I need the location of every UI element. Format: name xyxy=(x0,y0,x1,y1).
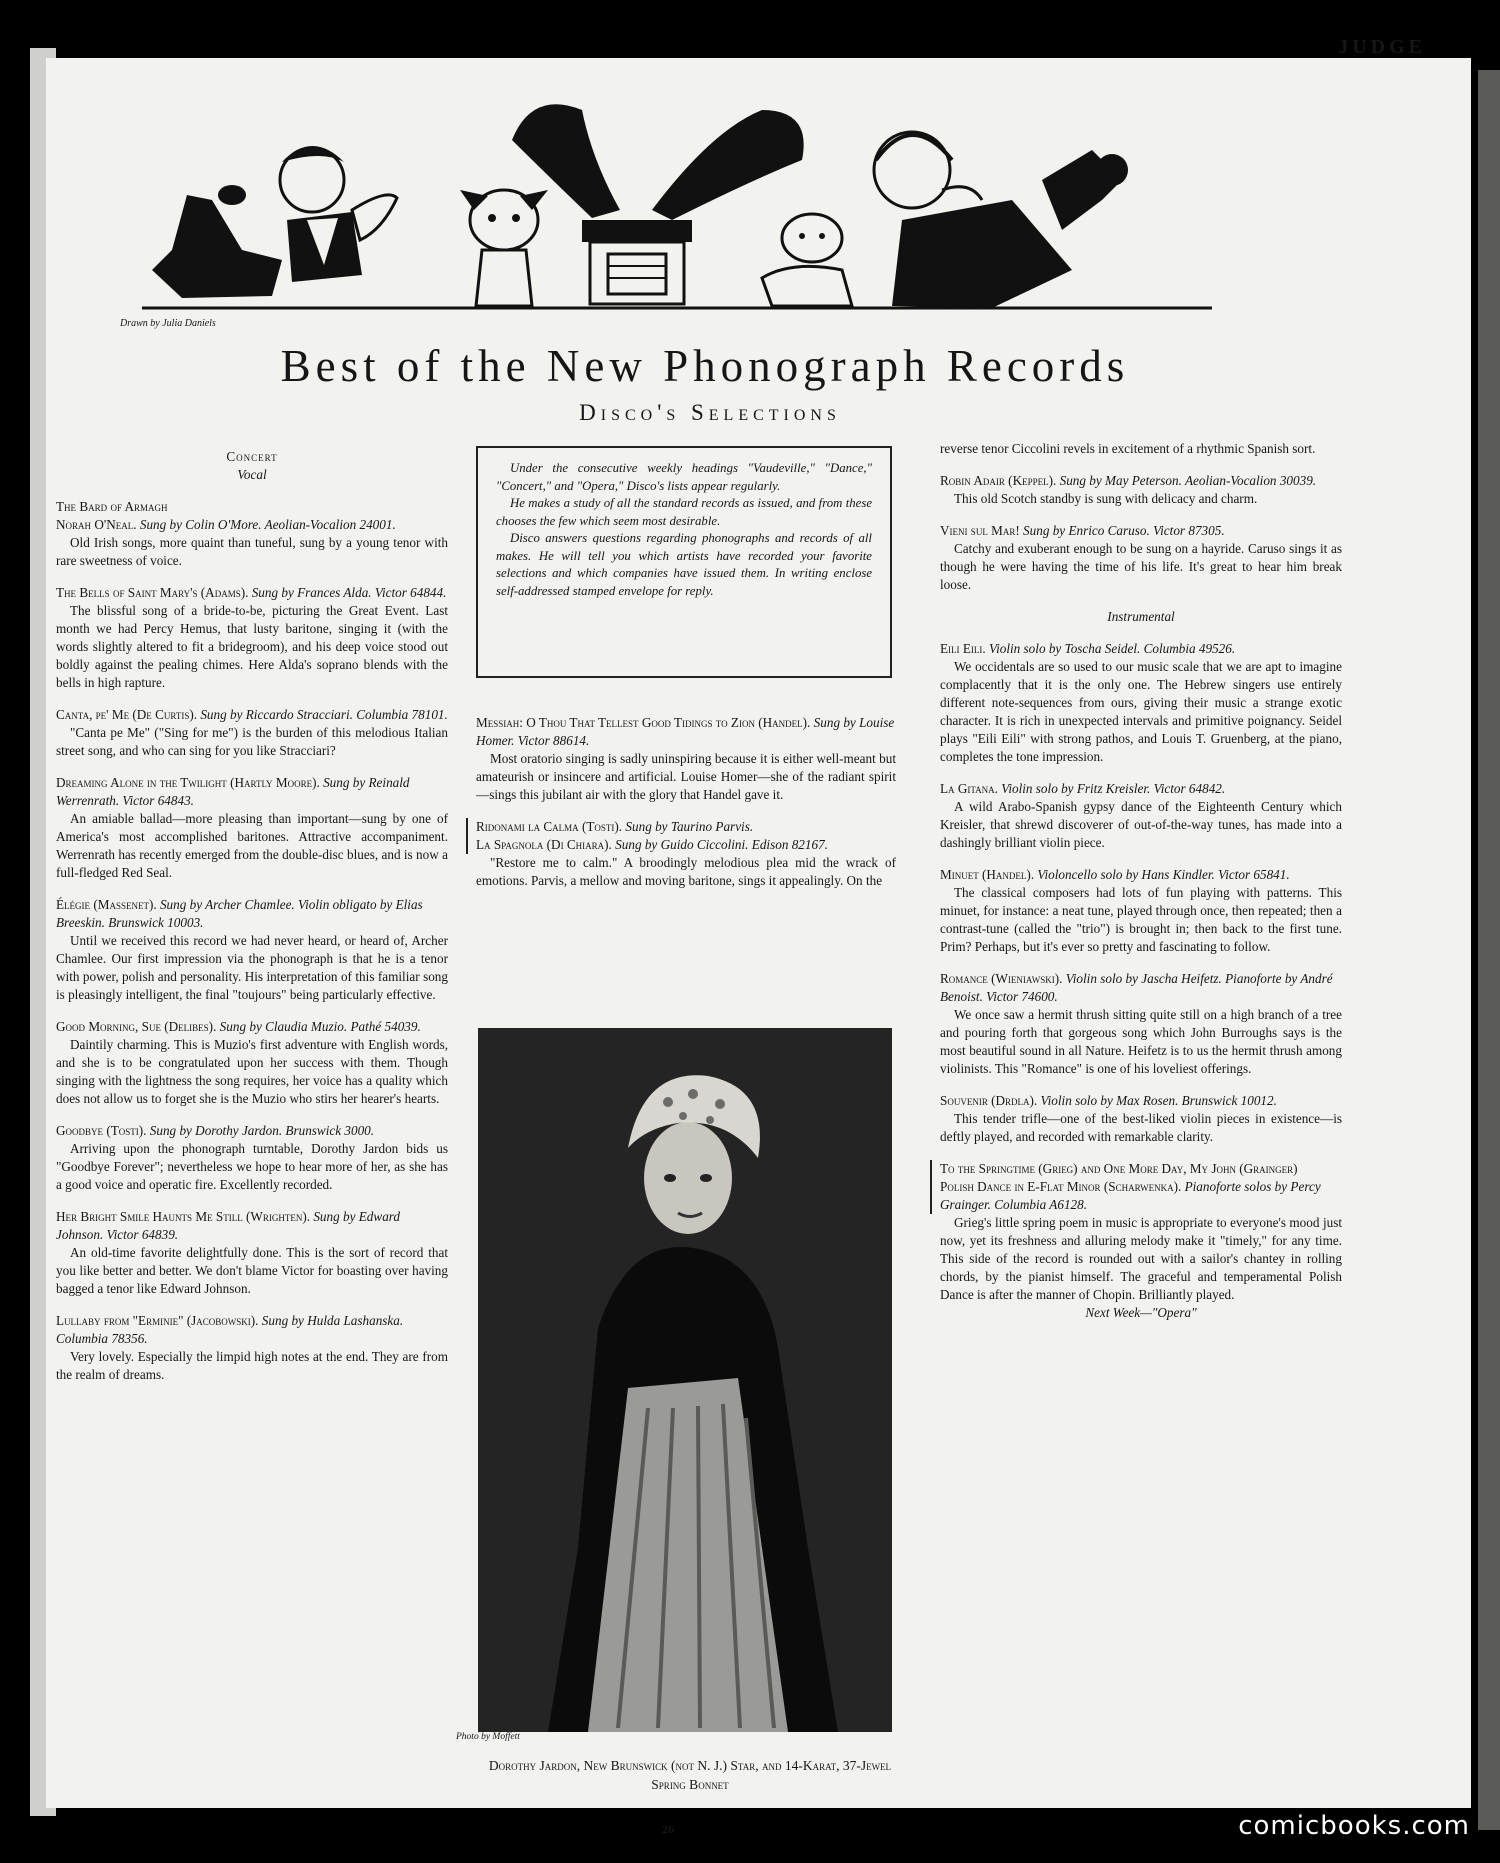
record-credit: Sung by Enrico Caruso. Victor 87305. xyxy=(1019,523,1225,538)
record-review: Old Irish songs, more quaint than tuneful, sung by a young tenor with rare sweetness of voice. xyxy=(56,535,448,568)
record-credit: Sung by Frances Alda. Victor 64844. xyxy=(248,585,447,600)
record-title: La Spagnola (Di Chiara). xyxy=(476,837,612,852)
record-credit: Sung by Archer Chamlee. Violin obligato by Elias Breeskin. Brunswick 10003. xyxy=(56,897,423,930)
record-entry xyxy=(940,866,1342,956)
record-review: "Canta pe Me" ("Sing for me") is the burden of this melodious Italian street song, and who can sing for you like Stracciari? xyxy=(56,725,448,758)
record-entry xyxy=(56,1018,448,1108)
record-entry xyxy=(56,706,448,760)
photo-credit: Photo by Moffett xyxy=(456,1732,520,1742)
record-list-instrumental xyxy=(940,640,1342,1146)
boy-figure xyxy=(152,146,397,298)
record-review: We occidentals are so used to our music scale that we are apt to imagine complacently that it is the only one. The Hebrew singers use entirely different note-sequences from ours, giving their music a strange exotic character. It is rich in unexpected intervals and primitive poignancy. Seidel plays "Eili Eili" with strong pathos, and Louis T. Gruenberg, at the piano, completes the tone impression. xyxy=(940,659,1342,764)
record-credit: Violin solo by Fritz Kreisler. Victor 64842. xyxy=(997,781,1226,796)
record-title: Polish Dance in E-Flat Minor (Scharwenka). xyxy=(940,1179,1182,1194)
record-pair-entry xyxy=(466,818,896,854)
record-entry xyxy=(56,1122,448,1194)
illustration-credit: Drawn by Julia Daniels xyxy=(120,318,216,329)
record-review: Catchy and exuberant enough to be sung on a hayride. Caruso sings it as though he were having the time of his life. It's great to hear him break loose. xyxy=(940,541,1342,592)
record-review: We once saw a hermit thrush sitting quite still on a high branch of a tree and pouring forth that gorgeous song which John Burroughs says is the most beautiful sound in all Nature. Heifetz is to us the hermit thrush among violinists. This "Romance" is one of his loveliest offerings. xyxy=(940,1007,1342,1076)
record-title: Minuet (Handel). xyxy=(940,867,1035,882)
notice-paragraph: Under the consecutive weekly headings "Vaudeville," "Dance," "Concert," and "Opera," Disco's lists appear regularly. xyxy=(496,461,872,493)
record-pair-entry xyxy=(930,1160,1342,1214)
page-title: Best of the New Phonograph Records xyxy=(280,341,1130,391)
record-credit: Sung by Riccardo Stracciari. Columbia 78101. xyxy=(197,707,448,722)
record-review: An old-time favorite delightfully done. This is the sort of record that you like better and better. We don't blame Victor for boasting over having bagged a tenor like Edward Johnson. xyxy=(56,1245,448,1296)
record-review: "Restore me to calm." A broodingly melodious plea mid the wrack of emotions. Parvis, a mellow and moving baritone, sings it appealingly. On the xyxy=(476,855,896,888)
page-number: 26 xyxy=(662,1822,674,1836)
record-entry xyxy=(56,1312,448,1384)
next-page-edge xyxy=(1478,70,1500,1830)
record-title: Dreaming Alone in the Twilight (Hartly Moore). xyxy=(56,775,320,790)
photo-caption: Dorothy Jardon, New Brunswick (not N. J.) Star, and 14-Karat, 37-Jewel Spring Bonnet xyxy=(488,1758,892,1792)
middle-column xyxy=(476,700,896,890)
record-entry xyxy=(56,584,448,692)
record-entry xyxy=(476,714,896,804)
notice-paragraph: Disco answers questions regarding phonographs and records of all makes. He will tell you which artists have recorded your favorite selections and which companies have issued them. In writing enclose self-addressed stamped envelope for reply. xyxy=(496,531,872,598)
record-entry xyxy=(940,472,1342,508)
record-credit: Sung by Louise Homer. Victor 88614. xyxy=(476,715,895,748)
record-review: Daintily charming. This is Muzio's first adventure with English words, and she is to be congratulated upon her success with them. Though singing with the lightness the song requires, her voice has a quality which does not allow us to forget she is the Muzio who stirs her hearer's hearts. xyxy=(56,1037,448,1106)
record-credit: Sung by Guido Ciccolini. Edison 82167. xyxy=(611,837,828,852)
notice-box xyxy=(476,446,892,678)
record-review: Arriving upon the phonograph turntable, Dorothy Jardon bids us "Goodbye Forever"; nevertheless we hope to hear more of her, as she has a good voice and operatic fire. Excellently recorded. xyxy=(56,1141,448,1192)
record-title: Ridonami la Calma (Tosti). xyxy=(476,819,623,834)
left-column xyxy=(56,448,448,1384)
record-title: Élégie (Massenet). xyxy=(56,897,157,912)
record-entry xyxy=(940,970,1342,1078)
record-entry xyxy=(940,640,1342,766)
record-entry xyxy=(56,774,448,882)
continued-text: reverse tenor Ciccolini revels in excitement of a rhythmic Spanish sort. xyxy=(940,441,1316,456)
dog-figure-left xyxy=(460,190,548,306)
phonograph-figure xyxy=(582,220,692,304)
notice-paragraph: He makes a study of all the standard records as issued, and from these chooses the few which seem most desirable. xyxy=(496,496,872,528)
record-review: This tender trifle—one of the best-liked violin pieces in existence—is deftly played, and recorded with remarkable clarity. xyxy=(940,1111,1342,1144)
record-credit: Pianoforte solos by Percy Grainger. Columbia A6128. xyxy=(940,1179,1321,1212)
record-credit: Violin solo by Toscha Seidel. Columbia 49526. xyxy=(985,641,1236,656)
record-credit: Sung by Dorothy Jardon. Brunswick 3000. xyxy=(146,1123,375,1138)
record-title: Eili Eili. xyxy=(940,641,986,656)
record-review: Most oratorio singing is sadly uninspiring because it is either well-meant but amateurish or insincere and artificial. Louise Homer—she of the radiant spirit—sings this jubilant air with the glory that Handel gave it. xyxy=(476,751,896,802)
record-title: Lullaby from "Erminie" (Jacobowski). xyxy=(56,1313,259,1328)
record-credit: Sung by Hulda Lashanska. Columbia 78356. xyxy=(56,1313,404,1346)
page-subtitle: Disco's Selections xyxy=(579,400,841,425)
right-column xyxy=(940,440,1342,1322)
section-subheading-instrumental: Instrumental xyxy=(1107,609,1175,624)
record-title: To the Springtime (Grieg) and One More Day, My John (Grainger) xyxy=(940,1161,1298,1176)
section-subheading-vocal: Vocal xyxy=(237,467,267,482)
record-review: This old Scotch standby is sung with delicacy and charm. xyxy=(954,491,1258,506)
record-title: Messiah: O Thou That Tellest Good Tidings to Zion (Handel). xyxy=(476,715,811,730)
record-credit: Violoncello solo by Hans Kindler. Victor 65841. xyxy=(1034,867,1290,882)
record-title: The Bells of Saint Mary's (Adams). xyxy=(56,585,249,600)
record-title: Souvenir (Drdla). xyxy=(940,1093,1038,1108)
record-entry xyxy=(940,522,1342,594)
record-entry xyxy=(56,498,448,570)
record-review: The blissful song of a bride-to-be, picturing the Great Event. Last month we had Percy Hemus, that lusty baritone, singing it (with the words slightly altered to fit a bridegroom), and his deep voice stood out boldly against the pealing chimes. Here Alda's soprano blends with the bells in high rapture. xyxy=(56,603,448,690)
record-entry xyxy=(56,896,448,1004)
record-review: Until we received this record we had never heard, or heard of, Archer Chamlee. Our first impression via the phonograph is that he is a tenor with power, polish and personality. His interpretation of this familiar song is pleasingly intelligent, the final "toujours" being particularly effective. xyxy=(56,933,448,1002)
record-review: A wild Arabo-Spanish gypsy dance of the Eighteenth Century which Kreisler, that shrewd discoverer of out-of-the-way tunes, has made into a dashingly brilliant violin piece. xyxy=(940,799,1342,850)
record-credit: Violin solo by Jascha Heifetz. Pianoforte by André Benoist. Victor 74600. xyxy=(940,971,1333,1004)
record-title: Robin Adair (Keppel). xyxy=(940,473,1057,488)
record-credit: Sung by Taurino Parvis. xyxy=(622,819,754,834)
record-review: An amiable ballad—more pleasing than important—sung by one of America's most accomplished baritones. Attractive accompaniment. Werrenrath has recently emerged from the double-disc blues, and is now a full-fledged Red Seal. xyxy=(56,811,448,880)
record-title: The Bard of Armagh Norah O'Neal. xyxy=(56,499,168,532)
right-horn xyxy=(652,110,804,220)
record-entry xyxy=(56,1208,448,1298)
header-illustration xyxy=(112,70,1252,312)
record-credit: Sung by Edward Johnson. Victor 64839. xyxy=(56,1209,401,1242)
record-title: Vieni sul Mar! xyxy=(940,523,1020,538)
record-review: The classical composers had lots of fun playing with patterns. This minuet, for instance: a neat tune, played through once, then repeated; then a contrast-tune (called the "trio") is brought in; then back to the first tune. Prim? Perhaps, but it's ever so pretty and fascinating to follow. xyxy=(940,885,1342,954)
record-list-vocal xyxy=(56,498,448,1384)
record-credit: Sung by Reinald Werrenrath. Victor 64843. xyxy=(56,775,410,808)
record-review: Grieg's little spring poem in music is appropriate to everyone's mood just now, yet its freshness and alluring melody make it "timely," for any time. This side of the record is rounded out with a sailor's chantey in rolling chords, by the pianist himself. The graceful and temperamental Polish Dance is after the manner of Chopin. Brilliantly played. xyxy=(940,1215,1342,1302)
record-title: Good Morning, Sue (Delibes). xyxy=(56,1019,217,1034)
next-week-notice: Next Week—"Opera" xyxy=(1085,1305,1197,1320)
record-credit: Sung by May Peterson. Aeolian-Vocalion 30039. xyxy=(1056,473,1317,488)
section-heading-concert: Concert xyxy=(226,449,278,464)
record-review: Very lovely. Especially the limpid high notes at the end. They are from the realm of dreams. xyxy=(56,1349,448,1382)
magazine-name: JUDGE xyxy=(1338,36,1426,58)
record-entry xyxy=(940,1092,1342,1146)
record-list-vocal-continued xyxy=(940,472,1342,594)
portrait-photo xyxy=(478,1028,892,1732)
record-title: Goodbye (Tosti). xyxy=(56,1123,147,1138)
record-credit: Sung by Colin O'More. Aeolian-Vocalion 24001. xyxy=(136,517,396,532)
record-credit: Violin solo by Max Rosen. Brunswick 10012. xyxy=(1037,1093,1277,1108)
girl-figure xyxy=(874,132,1128,308)
dog-figure-right xyxy=(762,214,852,306)
record-entry xyxy=(940,780,1342,852)
record-title: La Gitana. xyxy=(940,781,998,796)
record-title: Her Bright Smile Haunts Me Still (Wrighten). xyxy=(56,1209,311,1224)
watermark: comicbooks.com xyxy=(1238,1811,1470,1841)
record-credit: Sung by Claudia Muzio. Pathé 54039. xyxy=(216,1019,421,1034)
record-title: Canta, pe' Me (De Curtis). xyxy=(56,707,198,722)
record-title: Romance (Wieniawski). xyxy=(940,971,1063,986)
